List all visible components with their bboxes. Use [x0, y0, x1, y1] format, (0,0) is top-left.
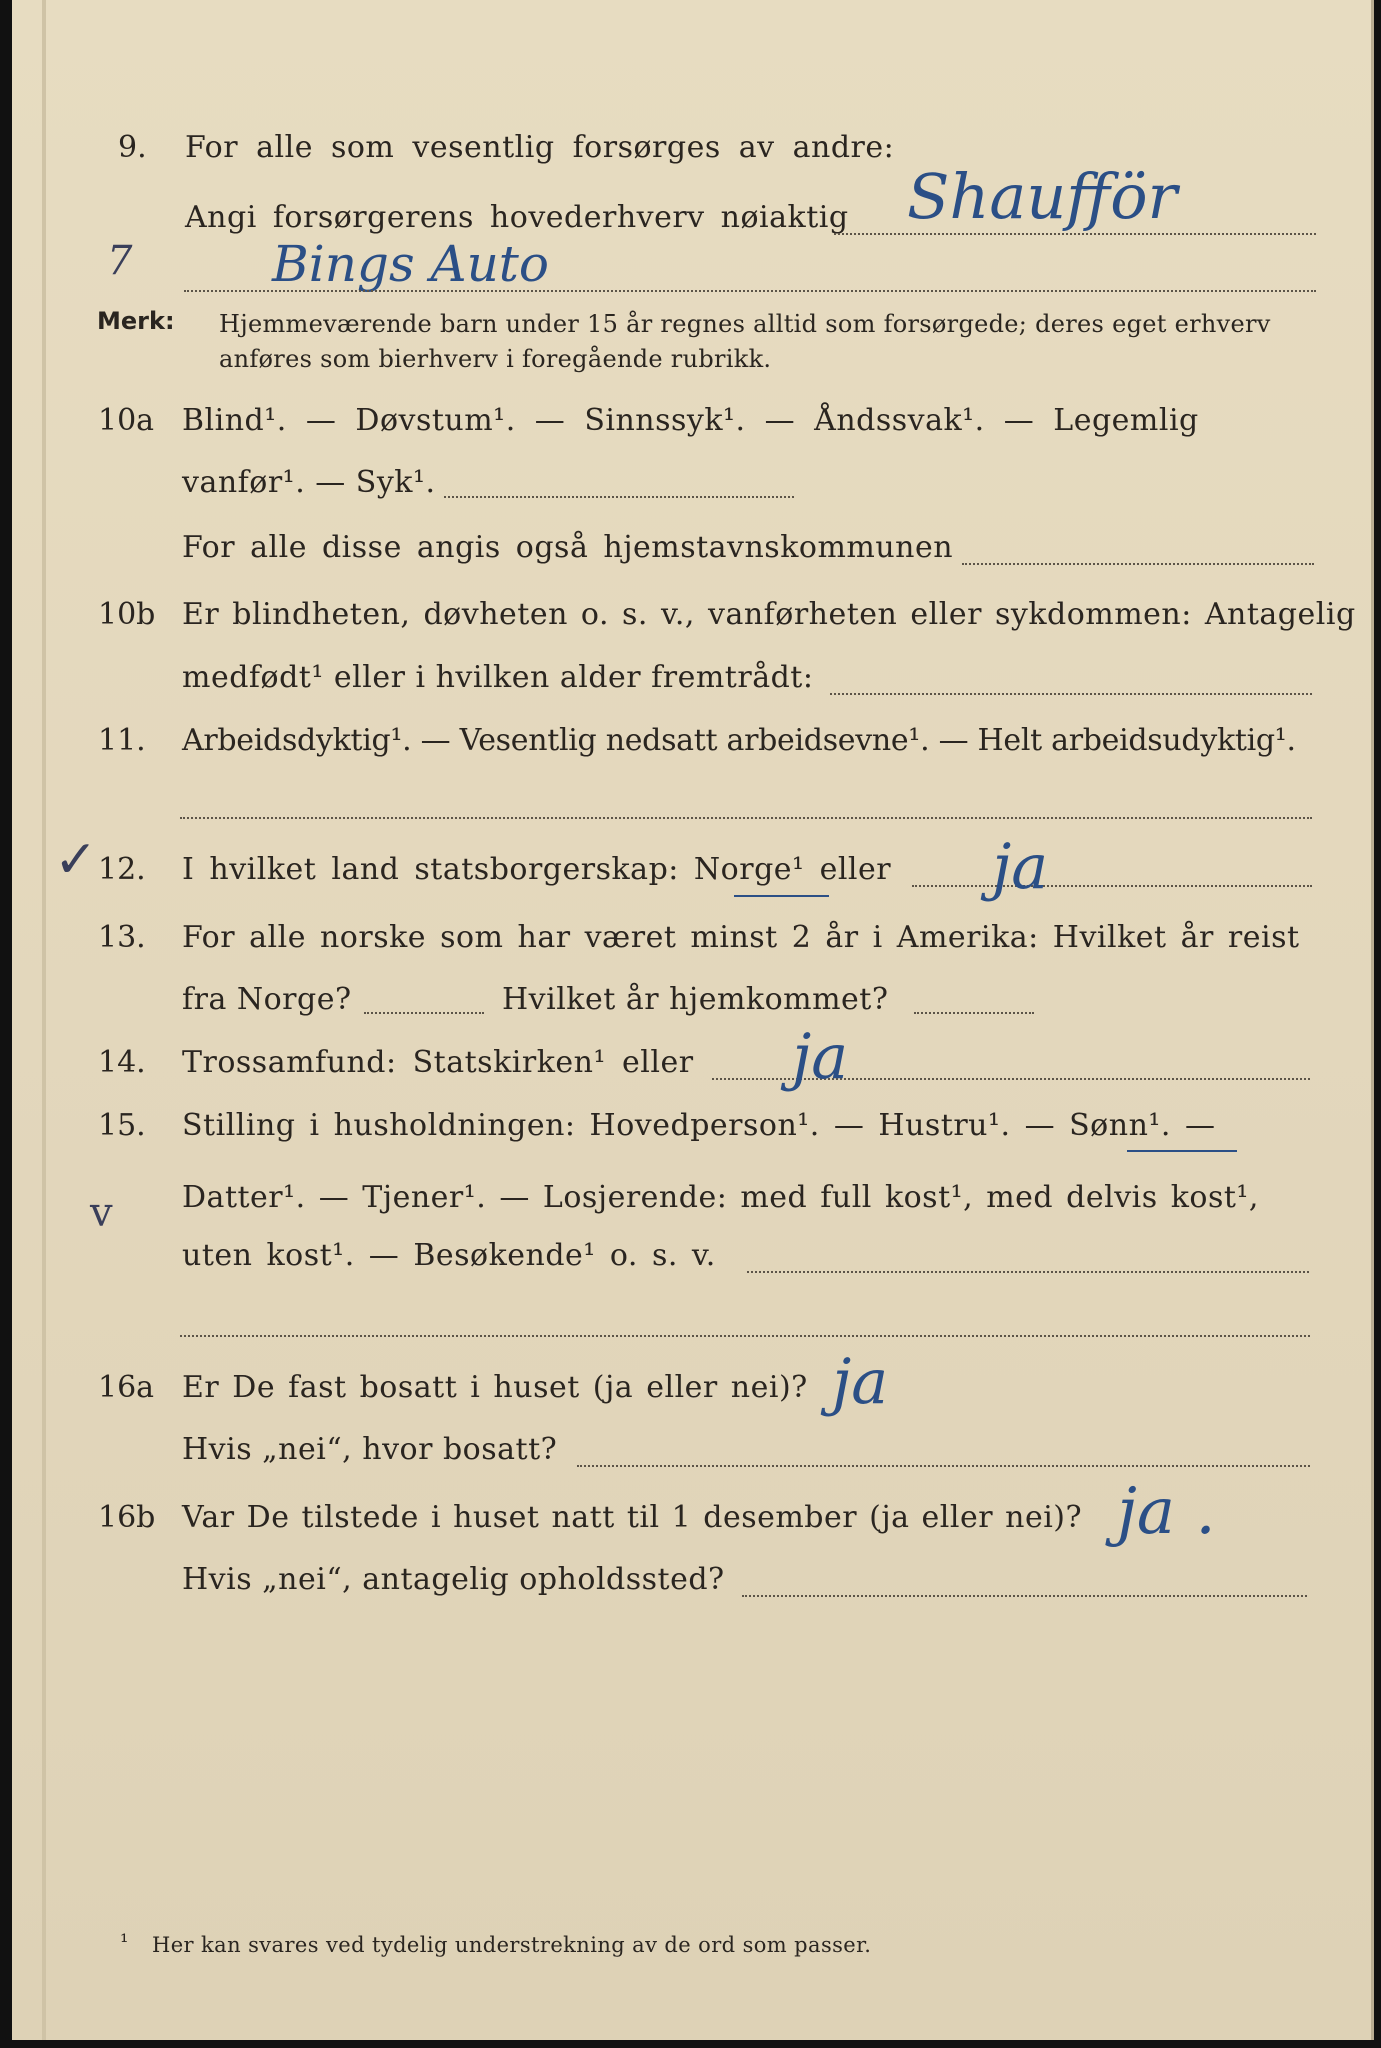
q10a-fill-line-2 [962, 563, 1314, 565]
footnote-text: Her kan svares ved tydelig understrekning av de ord som passer. [152, 1933, 872, 1957]
q9-answer-employer: Bings Auto [272, 235, 550, 293]
q13-fill-line-b [914, 1012, 1034, 1014]
q15-underline-sonn [1127, 1150, 1237, 1152]
q10a-line3: For alle disse angis også hjemstavnskommunen [182, 530, 954, 565]
q9-line2: Angi forsørgerens hovederhverv nøiaktig [185, 200, 849, 235]
q15-fill-line-2 [180, 1335, 1310, 1337]
q10a-line2: vanfør¹. — Syk¹. [182, 465, 436, 500]
q16a-number: 16a [98, 1370, 155, 1405]
q15-line2: Datter¹. — Tjener¹. — Losjerende: med full kost¹, med delvis kost¹, [182, 1180, 1259, 1215]
q9-fill-line-2 [184, 290, 1316, 292]
footnote-mark: ¹ [120, 1930, 129, 1954]
q12-answer: ja [992, 830, 1049, 903]
q9-fill-line [834, 233, 1316, 235]
q16b-fill-line [742, 1595, 1307, 1597]
q14-answer: ja [792, 1020, 849, 1093]
q15-line3: uten kost¹. — Besøkende¹ o. s. v. [182, 1238, 716, 1273]
q12-underline-norge [734, 895, 829, 897]
q13-line1: For alle norske som har været minst 2 år i Amerika: Hvilket år reist [182, 920, 1300, 955]
q16b-number: 16b [98, 1500, 156, 1535]
q16b-line2: Hvis „nei“, antagelig opholdssted? [182, 1562, 725, 1597]
q10b-number: 10b [98, 597, 156, 632]
q10a-fill-line [444, 496, 794, 498]
q12-number: 12. [98, 852, 146, 887]
q13-line2a: fra Norge? [182, 982, 352, 1017]
merk-label: Merk: [97, 307, 175, 335]
merk-line2: anføres som bierhverv i foregående rubrikk. [219, 345, 772, 373]
q11-fill-line [180, 817, 1312, 819]
q16a-fill-line [577, 1465, 1310, 1467]
q14-line1: Trossamfund: Statskirken¹ eller [182, 1045, 694, 1080]
q10a-number: 10a [98, 403, 155, 438]
q15-check-mark: v [90, 1190, 113, 1236]
q9-answer-occupation: Shaufför [907, 160, 1178, 233]
q16b-answer: ja . [1117, 1475, 1216, 1549]
q13-line2b: Hvilket år hjemkommet? [502, 982, 889, 1017]
q15-number: 15. [98, 1108, 146, 1143]
q10b-fill-line [830, 693, 1312, 695]
q14-number: 14. [98, 1045, 146, 1080]
q15-fill-line [747, 1271, 1309, 1273]
q11-number: 11. [98, 723, 146, 758]
q10b-line2: medfødt¹ eller i hvilken alder fremtrådt: [182, 660, 814, 695]
q9-line1: For alle som vesentlig forsørges av andre: [185, 130, 895, 165]
q12-check-mark: ✓ [54, 830, 98, 890]
merk-line1: Hjemmeværende barn under 15 år regnes alltid som forsørgede; deres eget erhverv [219, 310, 1271, 338]
q9-number: 9. [118, 130, 147, 165]
q10b-line1: Er blindheten, døvheten o. s. v., vanførheten eller sykdommen: Antagelig [182, 597, 1356, 632]
form-page [12, 0, 1374, 2040]
q13-fill-line-a [364, 1012, 484, 1014]
q12-line1: I hvilket land statsborgerskap: Norge¹ eller [182, 852, 892, 887]
q16a-line1: Er De fast bosatt i huset (ja eller nei)? [182, 1370, 808, 1405]
q9-margin-mark: 7 [107, 238, 133, 284]
q12-fill-line [912, 885, 1312, 887]
q11-line1: Arbeidsdyktig¹. — Vesentlig nedsatt arbeidsevne¹. — Helt arbeidsudyktig¹. [182, 723, 1296, 758]
q15-line1: Stilling i husholdningen: Hovedperson¹. — Hustru¹. — Sønn¹. — [182, 1108, 1216, 1143]
q16a-answer: ja [832, 1345, 889, 1418]
q13-number: 13. [98, 920, 146, 955]
q10a-line1: Blind¹. — Døvstum¹. — Sinnssyk¹. — Åndssvak¹. — Legemlig [182, 403, 1199, 438]
page-edge [42, 0, 46, 2040]
q16b-line1: Var De tilstede i huset natt til 1 desember (ja eller nei)? [182, 1500, 1083, 1535]
q16a-line2: Hvis „nei“, hvor bosatt? [182, 1432, 558, 1467]
